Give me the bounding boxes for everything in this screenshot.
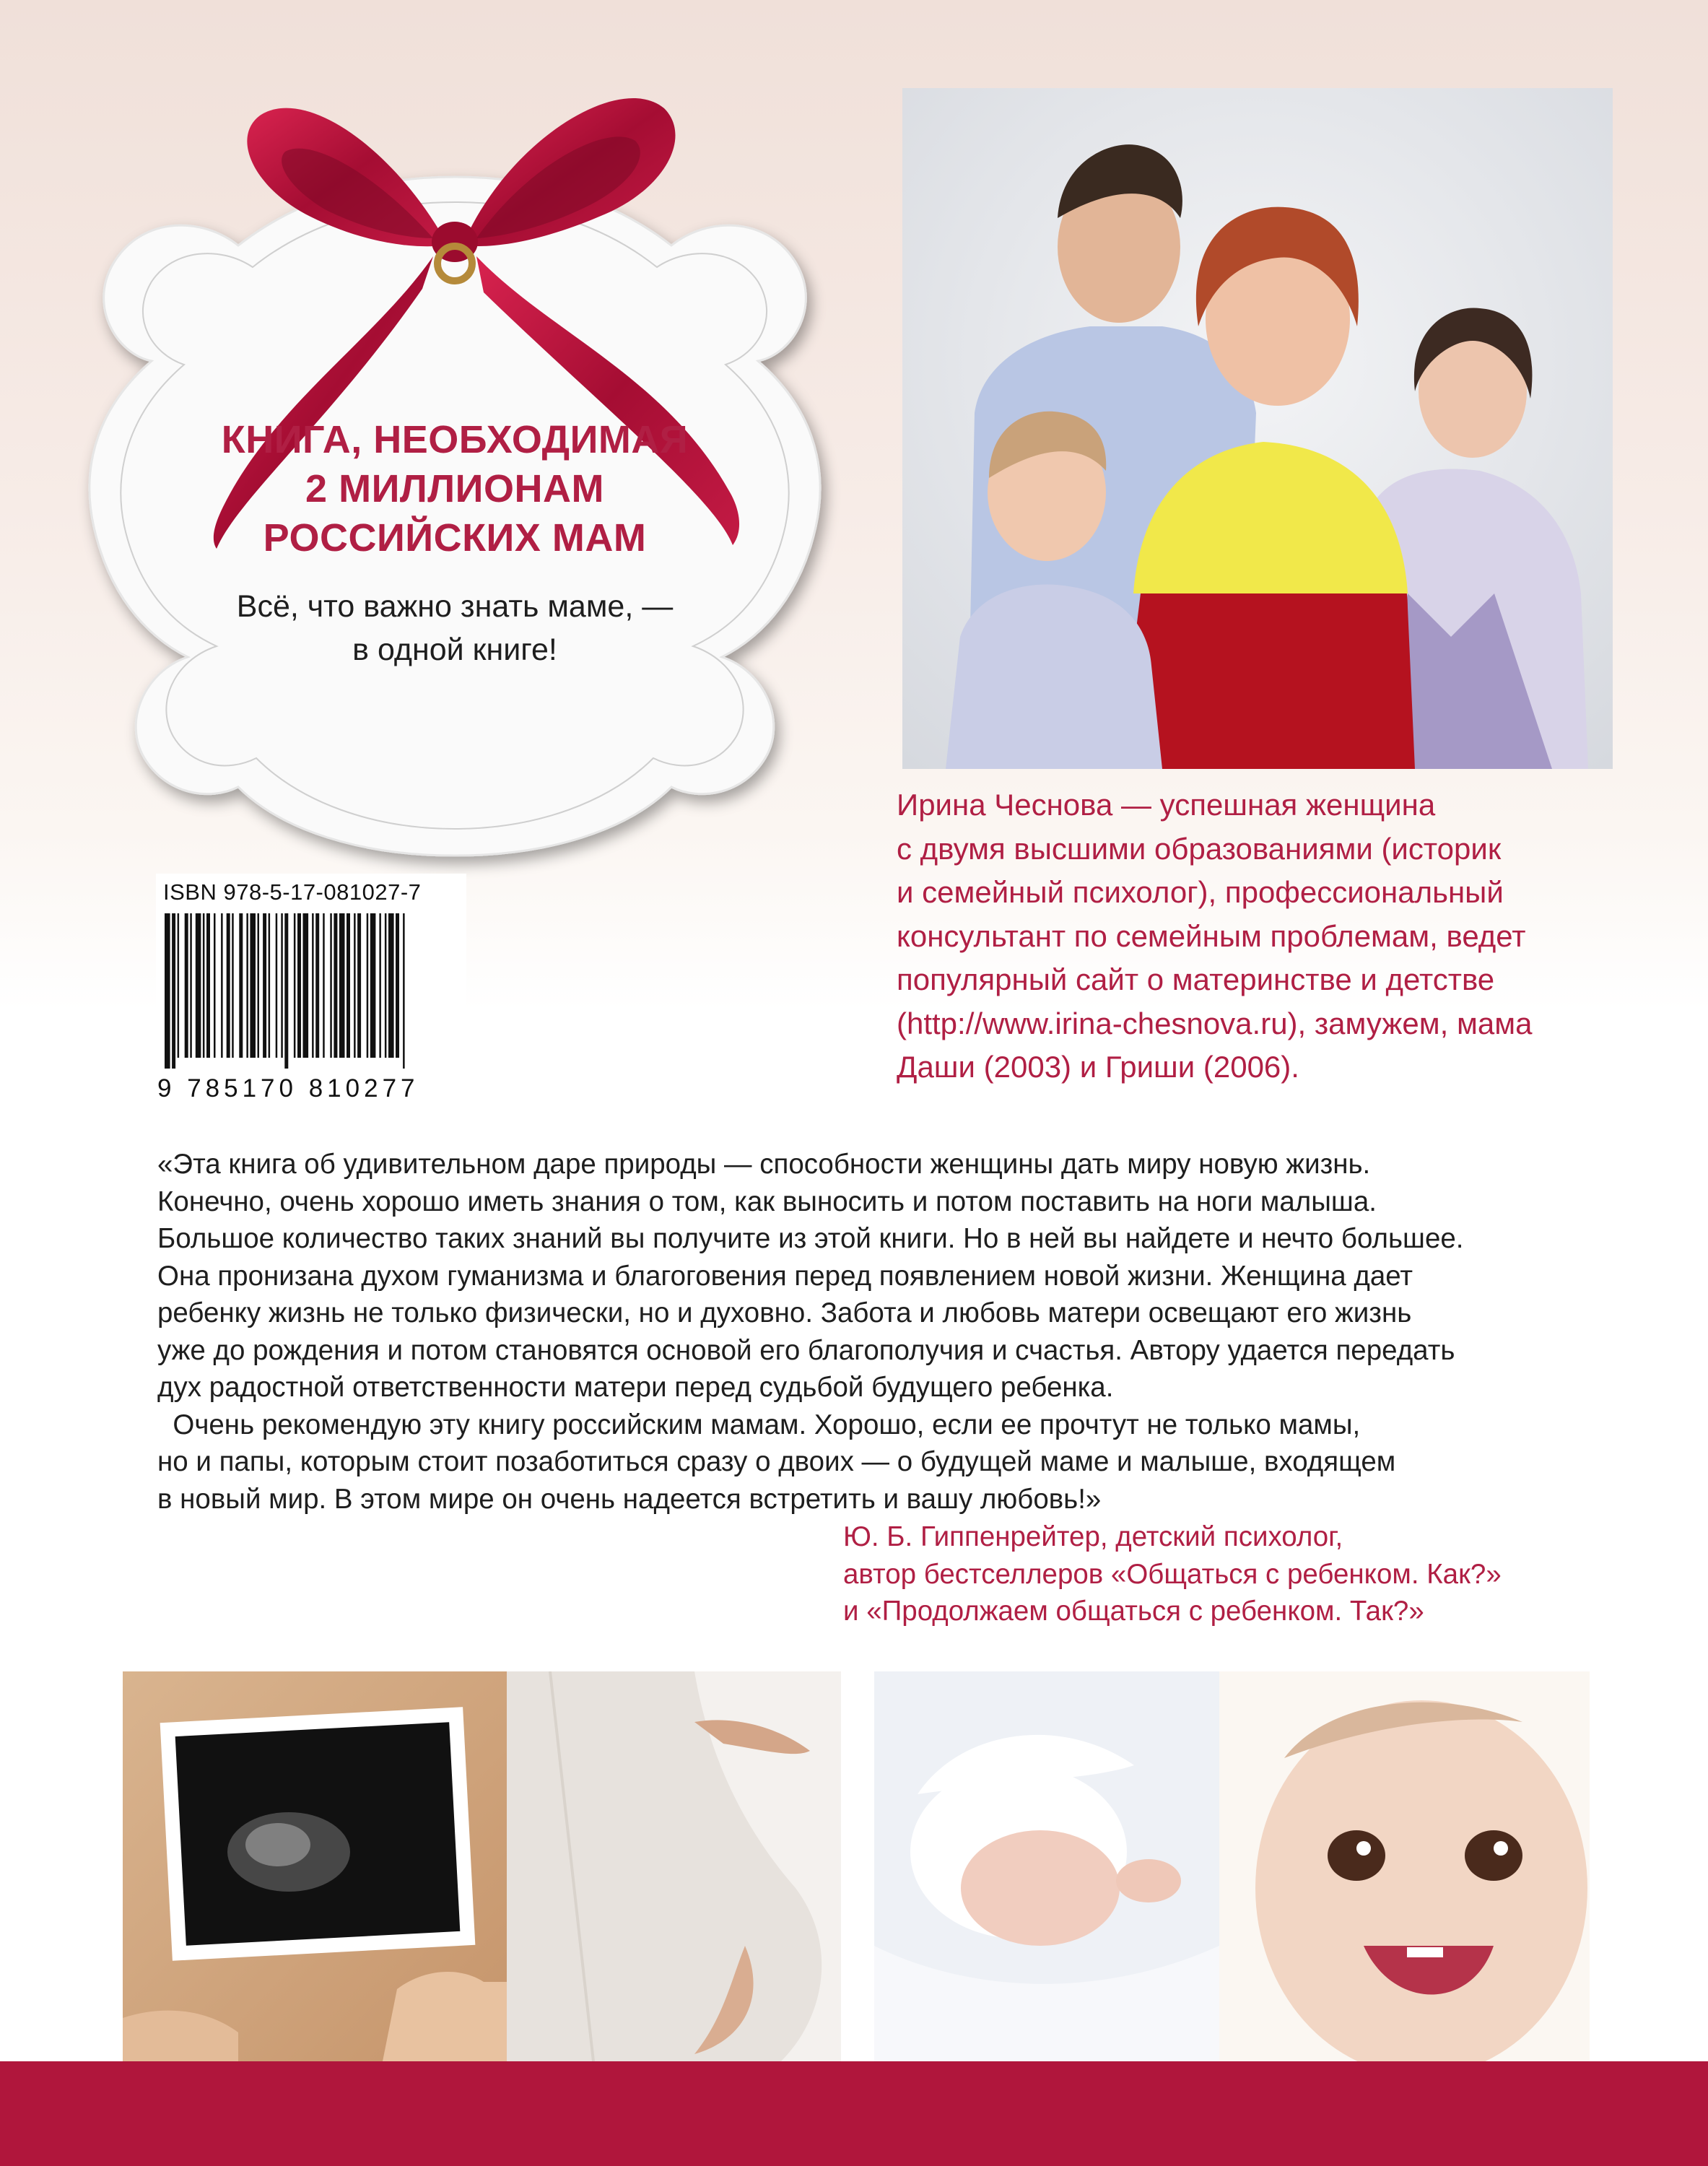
barcode-bar xyxy=(269,913,271,1058)
barcode-bar xyxy=(385,913,387,1058)
bio-line: популярный сайт о материнстве и детстве xyxy=(897,962,1495,996)
bio-line: и семейный психолог), профессиональный xyxy=(897,875,1504,909)
attribution-line: Ю. Б. Гиппенрейтер, детский психолог, xyxy=(843,1521,1343,1552)
review-quote xyxy=(157,1146,1601,1518)
barcode-bar xyxy=(370,913,376,1058)
barcode-bar xyxy=(312,913,314,1058)
newborn-photo xyxy=(874,1671,1219,2061)
barcode-bar xyxy=(388,913,394,1058)
barcode-bar xyxy=(347,913,350,1058)
barcode-bar xyxy=(379,913,381,1058)
barcode-bar xyxy=(396,913,399,1058)
barcode-bar xyxy=(367,913,369,1058)
label-subtitle-line: в одной книге! xyxy=(352,632,557,667)
barcode-bar xyxy=(330,913,332,1058)
family-photo xyxy=(902,88,1613,769)
barcode-graphic xyxy=(163,913,459,1069)
bio-line: Даши (2003) и Гриши (2006). xyxy=(897,1050,1299,1084)
barcode-bar xyxy=(172,913,175,1069)
barcode-bar xyxy=(339,913,345,1058)
barcode-bar xyxy=(281,913,283,1058)
barcode-bar xyxy=(178,913,180,1058)
attribution-line: и «Продолжаем общаться с ребенком. Так?» xyxy=(843,1596,1424,1627)
barcode-bar xyxy=(190,913,192,1058)
barcode-bar xyxy=(221,913,223,1058)
bio-line: с двумя высшими образованиями (историк xyxy=(897,831,1502,866)
barcode-bar xyxy=(165,913,170,1069)
barcode-bar xyxy=(354,913,356,1058)
barcode-bar xyxy=(246,913,248,1058)
barcode-bar xyxy=(227,913,230,1058)
barcode-bar xyxy=(250,913,256,1058)
bio-line: Ирина Чеснова — успешная женщина xyxy=(897,788,1436,822)
label-title-line: КНИГА, НЕОБХОДИМАЯ xyxy=(221,418,689,461)
author-bio xyxy=(897,783,1683,1089)
quote-line: ребенку жизнь не только физически, но и духовно. Забота и любовь матери освещают его жизнь xyxy=(157,1297,1412,1328)
barcode-bar xyxy=(276,913,278,1058)
barcode-bar xyxy=(206,913,210,1058)
barcode-digits: 9 785170 810277 xyxy=(157,1074,419,1102)
quote-line: дух радостной ответственности матери перед судьбой будущего ребенка. xyxy=(157,1372,1114,1403)
quote-line: в новый мир. В этом мире он очень надеется встретить и вашу любовь!» xyxy=(157,1483,1102,1515)
barcode-bar xyxy=(315,913,319,1058)
quote-line: Большое количество таких знаний вы получите из этой книги. Но в ней вы найдете и нечто большее. xyxy=(157,1223,1464,1254)
bio-line: консультант по семейным проблемам, ведет xyxy=(897,918,1526,953)
isbn-label: ISBN 978-5-17-081027-7 xyxy=(163,879,422,905)
bio-line: (http://www.irina-chesnova.ru), замужем, мама xyxy=(897,1006,1533,1040)
quote-line: Очень рекомендую эту книгу российским мамам. Хорошо, если ее прочтут не только мамы, xyxy=(157,1409,1361,1440)
quote-attribution xyxy=(843,1518,1637,1630)
pregnant-belly-photo xyxy=(507,1671,841,2061)
barcode-bar xyxy=(403,913,405,1069)
barcode-bar xyxy=(357,913,361,1058)
barcode-bar xyxy=(303,913,309,1058)
attribution-line: автор бестселлеров «Общаться с ребенком. Как?» xyxy=(843,1558,1502,1590)
label-title-line: 2 МИЛЛИОНАМ xyxy=(305,467,604,510)
quote-line: но и папы, которым стоит позаботиться сразу о двоих — о будущей маме и малыше, входящем xyxy=(157,1446,1396,1477)
quote-line: Она пронизана духом гуманизма и благоговения перед появлением новой жизни. Женщина дает xyxy=(157,1260,1413,1292)
label-title-line: РОССИЙСКИХ МАМ xyxy=(263,516,647,560)
barcode-bar xyxy=(203,913,205,1058)
quote-line: «Эта книга об удивительном даре природы — способности женщины дать миру новую жизнь. xyxy=(157,1149,1371,1180)
ultrasound-photo xyxy=(123,1671,507,2061)
barcode-bar xyxy=(232,913,234,1058)
quote-line: уже до рождения и потом становятся основой его благополучия и счастья. Автору удается передать xyxy=(157,1334,1455,1366)
barcode-bar xyxy=(214,913,216,1058)
label-title xyxy=(166,415,744,562)
barcode-bar xyxy=(334,913,337,1058)
barcode-bar xyxy=(297,913,301,1058)
barcode-bar xyxy=(323,913,325,1058)
barcode-bar xyxy=(294,913,296,1058)
barcode-bar xyxy=(196,913,201,1058)
label-subtitle xyxy=(166,585,744,671)
bottom-color-band xyxy=(0,2061,1708,2166)
barcode-bar xyxy=(263,913,266,1058)
label-subtitle-line: Всё, что важно знать маме, — xyxy=(236,589,674,624)
barcode-bar xyxy=(258,913,260,1058)
barcode-bar xyxy=(284,913,288,1069)
smiling-baby-photo xyxy=(1219,1671,1590,2061)
barcode-bar xyxy=(239,913,243,1058)
quote-line: Конечно, очень хорошо иметь знания о том, как выносить и потом поставить на ноги малыша. xyxy=(157,1186,1377,1217)
barcode-bar xyxy=(185,913,188,1058)
